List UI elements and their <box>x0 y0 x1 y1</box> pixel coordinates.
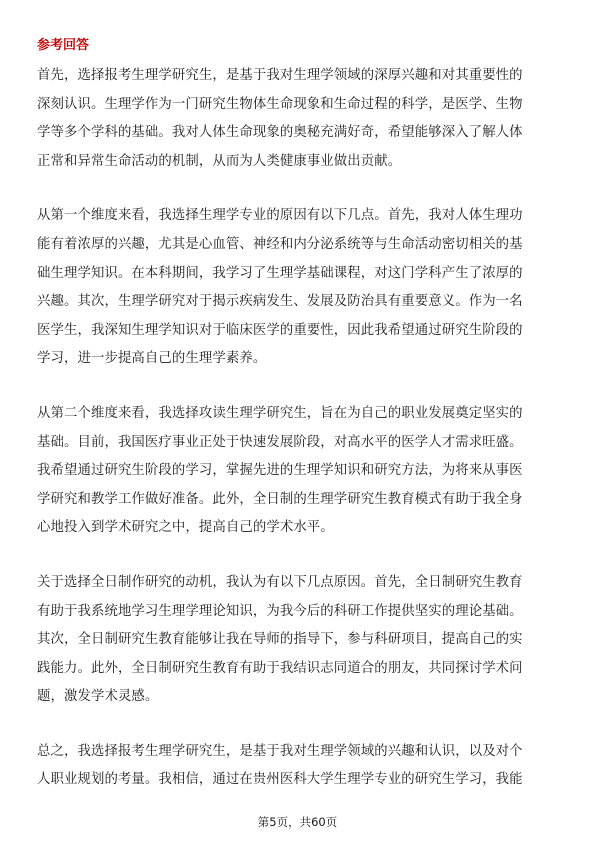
paragraph-5 <box>37 738 557 795</box>
text-line: 正常和异常生命活动的机制，从而为人类健康事业做出贡献。 <box>37 153 402 169</box>
text-line: 总之，我选择报考生理学研究生，是基于我对生理学领域的兴趣和认识，以及对个 <box>37 743 523 759</box>
text-line: 能有着浓厚的兴趣，尤其是心血管、神经和内分泌系统等与生命活动密切相关的基 <box>37 236 523 252</box>
text-line: 其次，全日制研究生教育能够让我在导师的指导下，参与科研项目，提高自己的实 <box>37 632 523 648</box>
text-line: 础生理学知识。在本科期间，我学习了生理学基础课程，对这门学科产生了浓厚的 <box>37 265 523 281</box>
text-line: 我希望通过研究生阶段的学习，掌握先进的生理学知识和研究方法，为将来从事医 <box>37 463 523 479</box>
text-line: 学习，进一步提高自己的生理学素养。 <box>37 351 267 367</box>
text-line: 题，激发学术灵感。 <box>37 689 159 705</box>
text-line: 践能力。此外，全日制研究生教育有助于我结识志同道合的朋友，共同探讨学术问 <box>37 660 523 676</box>
text-line: 从第二个维度来看，我选择攻读生理学研究生，旨在为自己的职业发展奠定坚实的 <box>37 405 523 421</box>
section-heading: 参考回答 <box>37 38 90 53</box>
paragraph-2 <box>37 202 557 374</box>
answer-body <box>37 62 557 821</box>
text-line: 兴趣。其次，生理学研究对于揭示疾病发生、发展及防治具有重要意义。作为一名 <box>37 294 523 310</box>
text-line: 学研究和教学工作做好准备。此外，全日制的生理学研究生教育模式有助于我全身 <box>37 491 523 507</box>
text-line: 关于选择全日制作研究的动机，我认为有以下几点原因。首先，全日制研究生教育 <box>37 574 523 590</box>
paragraph-3 <box>37 400 557 543</box>
text-line: 医学生，我深知生理学知识对于临床医学的重要性，因此我希望通过研究生阶段的 <box>37 322 523 338</box>
text-line: 人职业规划的考量。我相信，通过在贵州医科大学生理学专业的研究生学习，我能 <box>37 772 523 788</box>
text-line: 深刻认识。生理学作为一门研究生物体生命现象和生命过程的科学，是医学、生物 <box>37 96 523 112</box>
paragraph-1 <box>37 62 557 176</box>
page-number: 第5页，共60页 <box>257 815 338 829</box>
text-line: 首先，选择报考生理学研究生，是基于我对生理学领域的深厚兴趣和对其重要性的 <box>37 68 523 83</box>
text-line: 从第一个维度来看，我选择生理学专业的原因有以下几点。首先，我对人体生理功 <box>37 208 523 224</box>
text-line: 基础。目前，我国医疗事业正处于快速发展阶段，对高水平的医学人才需求旺盛。 <box>37 434 523 450</box>
text-line: 心地投入到学术研究之中，提高自己的学术水平。 <box>37 520 334 536</box>
text-line: 学等多个学科的基础。我对人体生命现象的奥秘充满好奇，希望能够深入了解人体 <box>37 125 523 141</box>
text-line: 有助于我系统地学习生理学理论知识，为我今后的科研工作提供坚实的理论基础。 <box>37 603 523 619</box>
paragraph-4 <box>37 569 557 712</box>
